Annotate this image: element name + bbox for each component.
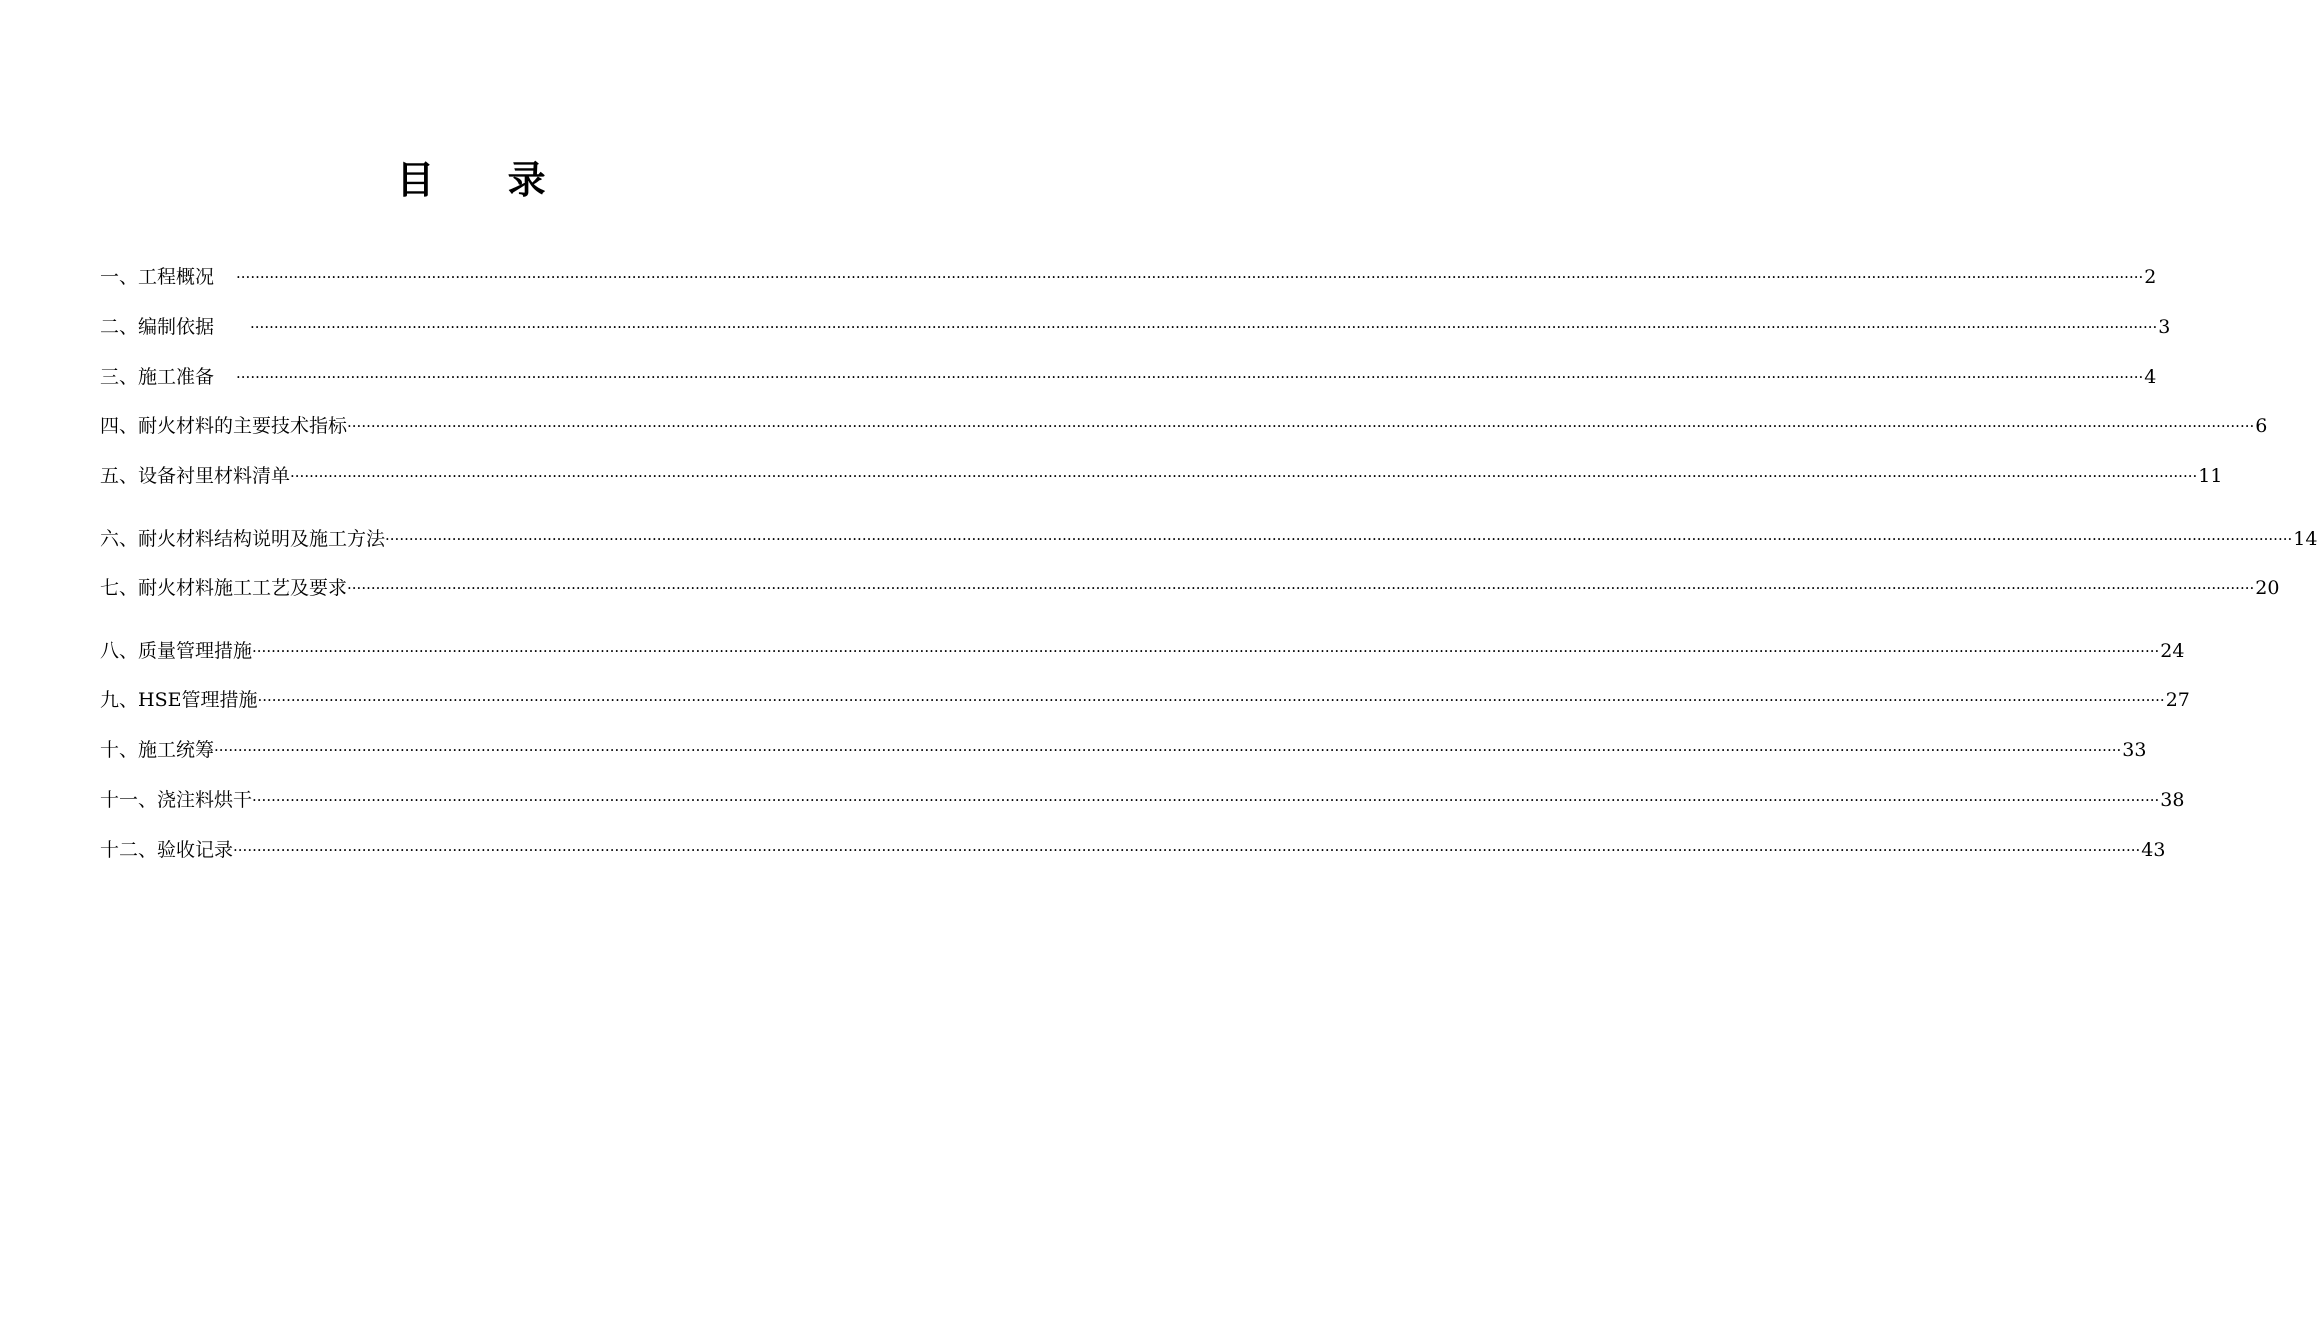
toc-entry-page: 14 — [2293, 528, 2317, 550]
toc-entry[interactable] — [100, 411, 2268, 441]
toc-entry-label: 一、工程概况 — [100, 266, 215, 288]
toc-entry-label: 四、耐火材料的主要技术指标 — [100, 415, 348, 437]
toc-entry-label: 三、施工准备 — [100, 366, 215, 388]
toc-entry[interactable] — [100, 636, 2185, 666]
toc-entry-page: 33 — [2122, 739, 2147, 761]
toc-dot-leader: ················································································································································································································································································································································································································ — [252, 642, 2160, 660]
toc-entry-page: 24 — [2160, 640, 2185, 662]
toc-entry[interactable] — [100, 524, 2317, 554]
toc-dot-leader: ················································································································································································································································································································································································································ — [347, 579, 2255, 597]
toc-entry[interactable] — [100, 835, 2166, 865]
toc-entry-label: 五、设备衬里材料清单 — [100, 465, 291, 487]
toc-entry[interactable] — [100, 262, 2157, 292]
toc-dot-leader: ················································································································································································································································································································································································································ — [214, 741, 2122, 759]
toc-entry[interactable] — [100, 362, 2157, 392]
toc-entry-page: 4 — [2144, 366, 2157, 388]
toc-dot-leader: ················································································································································································································································································································································································································ — [347, 417, 2255, 435]
toc-dot-leader: ················································································································································································································································································································································································································ — [236, 368, 2144, 386]
toc-entry-label: 九、HSE管理措施 — [100, 689, 258, 711]
toc-entry[interactable] — [100, 785, 2185, 815]
toc-entry[interactable] — [100, 461, 2223, 491]
toc-entry-page: 38 — [2160, 789, 2185, 811]
toc-entry-page: 6 — [2255, 415, 2268, 437]
toc-dot-leader: ················································································································································································································································································································································································································ — [290, 467, 2198, 485]
toc-entry-page: 2 — [2144, 266, 2157, 288]
toc-entry-page: 27 — [2165, 689, 2190, 711]
toc-entry-label: 八、质量管理措施 — [100, 640, 253, 662]
toc-entry-label: 二、编制依据 — [100, 316, 215, 338]
toc-entry-page: 11 — [2198, 465, 2223, 487]
toc-entry-label: 六、耐火材料结构说明及施工方法 — [100, 528, 386, 550]
toc-entry-label: 十、施工统筹 — [100, 739, 215, 761]
toc-entry[interactable] — [100, 735, 2147, 765]
page-title: 目 录 — [396, 158, 576, 202]
toc-entry[interactable] — [100, 685, 2190, 715]
toc-entry-page: 20 — [2255, 577, 2280, 599]
toc-dot-leader: ················································································································································································································································································································································································································ — [257, 691, 2165, 709]
toc-entry[interactable] — [100, 312, 2171, 342]
toc-dot-leader: ················································································································································································································································································································································································································ — [236, 268, 2144, 286]
toc-entry-label: 七、耐火材料施工工艺及要求 — [100, 577, 348, 599]
toc-dot-leader: ················································································································································································································································································································································································································ — [385, 530, 2293, 548]
toc-entry-label: 十二、验收记录 — [100, 839, 234, 861]
toc-entry[interactable] — [100, 573, 2280, 603]
toc-dot-leader: ················································································································································································································································································································································································································ — [252, 791, 2160, 809]
toc-entry-page: 43 — [2141, 839, 2166, 861]
toc-dot-leader: ················································································································································································································································································································································································································ — [250, 318, 2158, 336]
toc-entry-page: 3 — [2158, 316, 2171, 338]
toc-entry-label: 十一、浇注料烘干 — [100, 789, 253, 811]
toc-dot-leader: ················································································································································································································································································································································································································ — [233, 841, 2141, 859]
